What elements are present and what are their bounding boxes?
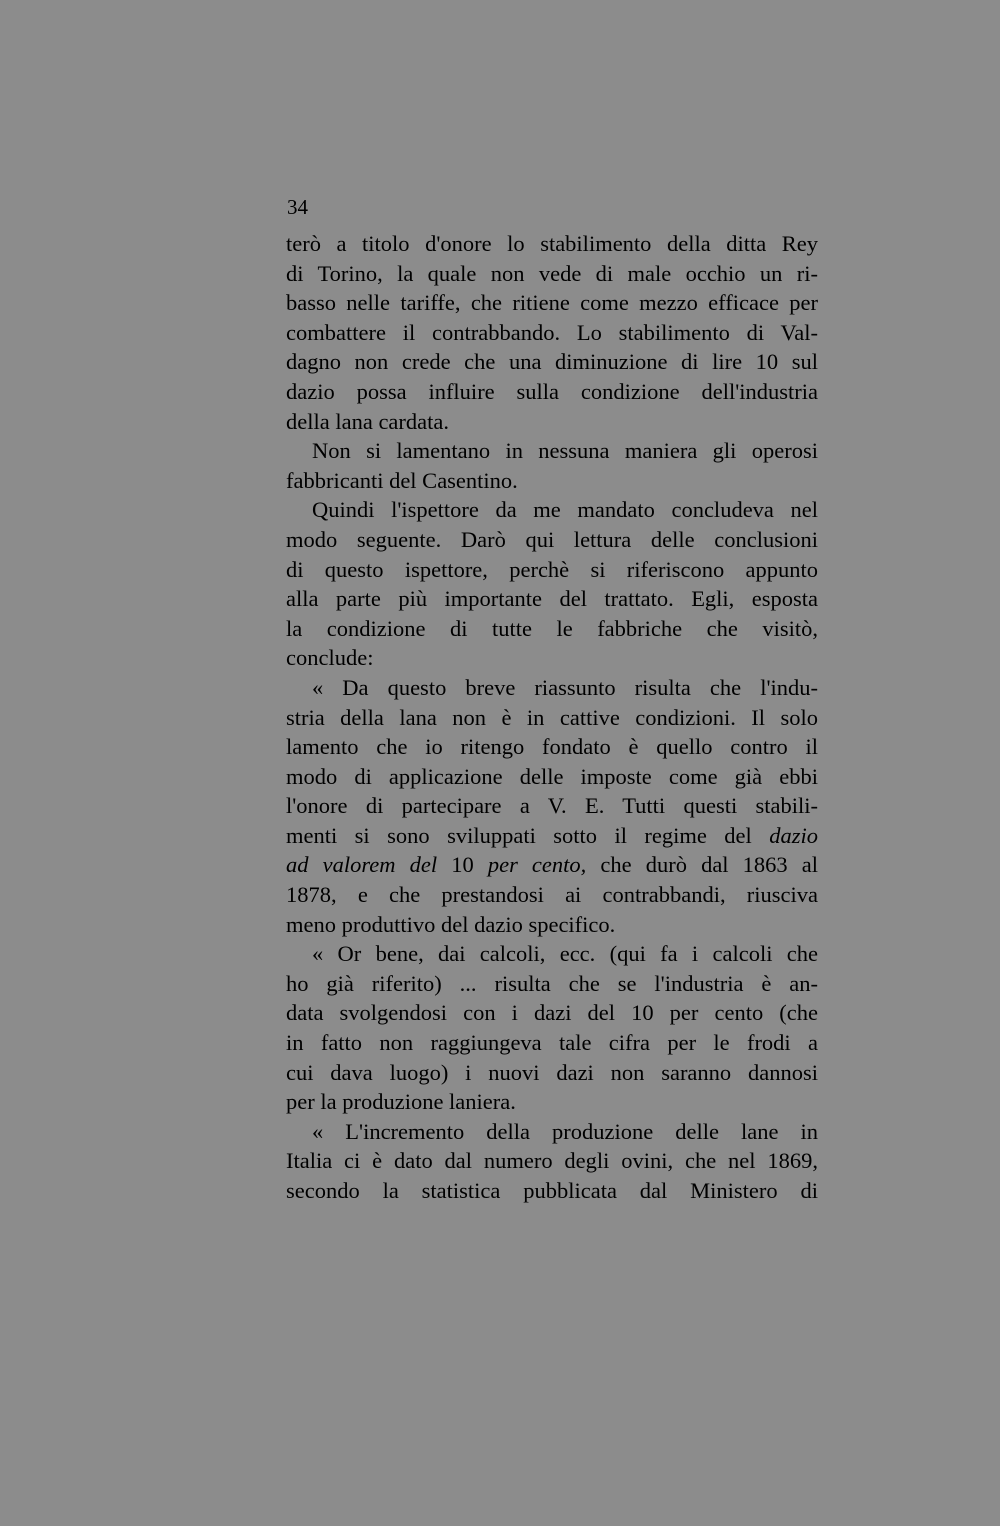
text-line: lamento che io ritengo fondato è quello contro il: [286, 734, 818, 760]
text-line: dagno non crede che una diminuzione di lire 10 sul: [286, 349, 818, 375]
text-line: stria della lana non è in cattive condizioni. Il solo: [286, 704, 818, 730]
text-line: modo di applicazione delle imposte come già ebbi: [286, 763, 818, 789]
text-line: conclude:: [286, 645, 374, 671]
italic-text: ad valorem del: [286, 852, 438, 878]
body-text: [286, 229, 818, 1206]
text-line: modo seguente. Darò qui lettura delle conclusioni: [286, 526, 818, 552]
text-line: fabbricanti del Casentino.: [286, 467, 518, 493]
text-line: dazio possa influire sulla condizione dell'industria: [286, 378, 818, 404]
text-line: Quindi l'ispettore da me mandato concludeva nel: [312, 497, 818, 523]
text-line: combattere il contrabbando. Lo stabilimento di Val-: [286, 319, 818, 345]
text-line: in fatto non raggiungeva tale cifra per le frodi a: [286, 1030, 818, 1056]
text-line: l'onore di partecipare a V. E. Tutti questi stabili-: [286, 793, 818, 819]
text-line: 1878, e che prestandosi ai contrabbandi, riusciva: [286, 882, 818, 908]
italic-text: dazio: [769, 822, 818, 848]
text-line: ho già riferito) ... risulta che se l'industria è an-: [286, 970, 818, 996]
text-line: per la produzione laniera.: [286, 1089, 516, 1115]
text-line: [286, 821, 818, 851]
text-line: terò a titolo d'onore lo stabilimento della ditta Rey: [286, 231, 818, 256]
text-line: Non si lamentano in nessuna maniera gli operosi: [312, 438, 818, 464]
text-run: 10: [437, 852, 488, 878]
text-line: [286, 850, 818, 880]
text-line: della lana cardata.: [286, 408, 450, 434]
text-line: alla parte più importante del trattato. Egli, esposta: [286, 586, 818, 612]
text-line: « L'incremento della produzione delle lane in: [312, 1118, 818, 1144]
text-run: che durò dal 1863 al: [586, 852, 818, 878]
text-line: di Torino, la quale non vede di male occhio un ri-: [286, 260, 818, 286]
page-number: 34: [287, 195, 308, 219]
italic-text: per cento,: [487, 852, 587, 878]
text-run: menti si sono sviluppati sotto il regime del: [286, 822, 770, 848]
text-line: cui dava luogo) i nuovi dazi non saranno dannosi: [286, 1059, 818, 1085]
text-line: Italia ci è dato dal numero degli ovini, che nel 1869,: [286, 1148, 818, 1174]
text-line: la condizione di tutte le fabbriche che visitò,: [286, 615, 818, 641]
text-line: basso nelle tariffe, che ritiene come mezzo efficace per: [286, 290, 818, 316]
text-line: « Or bene, dai calcoli, ecc. (qui fa i calcoli che: [312, 941, 818, 967]
text-line: secondo la statistica pubblicata dal Ministero di: [286, 1178, 818, 1203]
text-line: meno produttivo del dazio specifico.: [286, 911, 616, 937]
text-line: « Da questo breve riassunto risulta che l'indu-: [312, 674, 818, 700]
text-line: di questo ispettore, perchè si riferiscono appunto: [286, 556, 818, 582]
text-line: data svolgendosi con i dazi del 10 per cento (che: [286, 1000, 818, 1026]
